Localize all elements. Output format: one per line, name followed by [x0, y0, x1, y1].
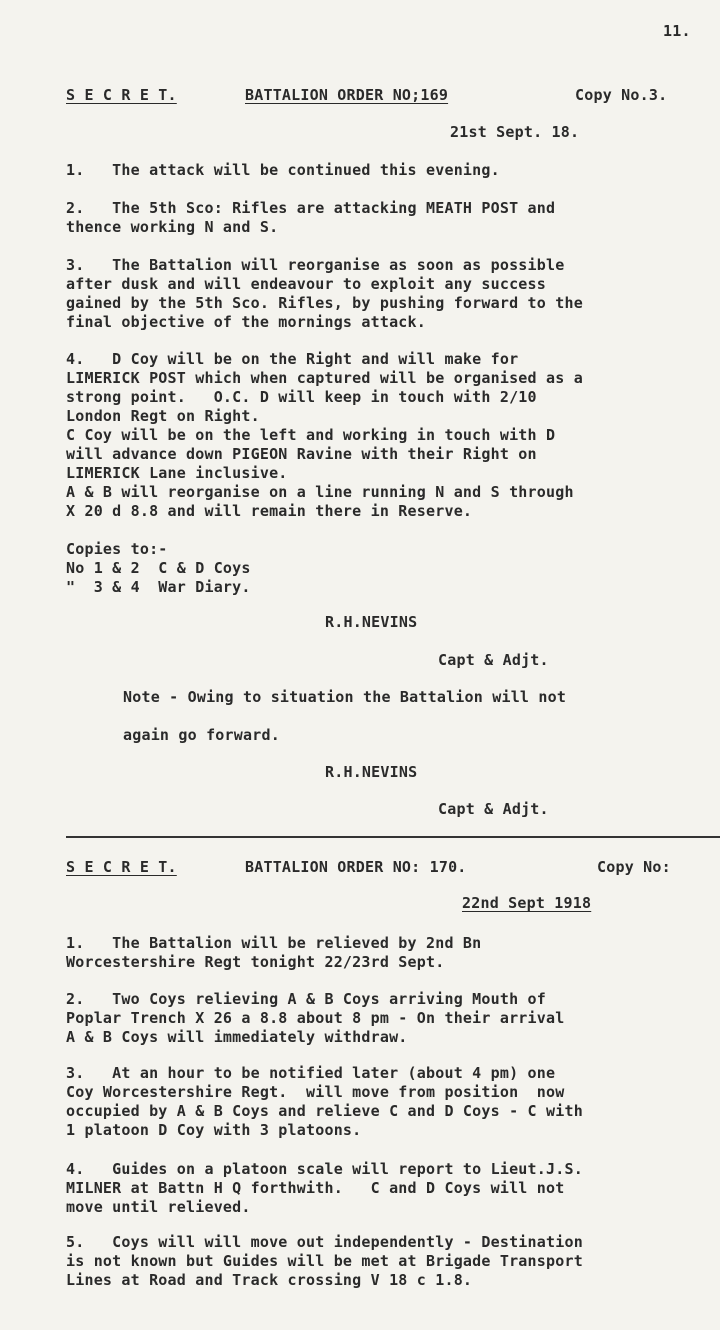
order-169-note-signature-name: R.H.NEVINS: [325, 763, 418, 781]
page-number: 11.: [663, 22, 691, 40]
order-169-paragraph-3: 3. The Battalion will reorganise as soon as possible after dusk and will endeavour to exploit any success gained by the 5th Sco. Rifles, by pushing forward to the final objective of the mornings attack.: [66, 256, 583, 331]
order-169-signature-name: R.H.NEVINS: [325, 613, 418, 631]
order-170-copy: Copy No:: [597, 858, 671, 876]
section-divider: [66, 836, 720, 838]
order-170-paragraph-2: 2. Two Coys relieving A & B Coys arriving Mouth of Poplar Trench X 26 a 8.8 about 8 pm - On their arrival A & B Coys will immediately withdraw.: [66, 990, 565, 1046]
order-170-title: BATTALION ORDER NO: 170.: [245, 858, 467, 876]
order-169-date: 21st Sept. 18.: [450, 123, 580, 141]
order-169-copies: Copies to:- No 1 & 2 C & D Coys " 3 & 4 War Diary.: [66, 540, 251, 596]
order-169-note-line-2: again go forward.: [123, 726, 280, 744]
secret-heading-1: S E C R E T.: [66, 86, 177, 104]
secret-heading-2: S E C R E T.: [66, 858, 177, 876]
order-170-paragraph-5: 5. Coys will will move out independently - Destination is not known but Guides will be met at Brigade Transport Lines at Road and Track crossing V 18 c 1.8.: [66, 1233, 583, 1289]
order-169-note-line-1: Note - Owing to situation the Battalion will not: [123, 688, 567, 706]
order-169-signature-title: Capt & Adjt.: [438, 651, 549, 669]
order-169-title: BATTALION ORDER NO;169: [245, 86, 449, 104]
order-169-paragraph-1: 1. The attack will be continued this evening.: [66, 161, 500, 179]
order-169-paragraph-2: 2. The 5th Sco: Rifles are attacking MEATH POST and thence working N and S.: [66, 199, 556, 236]
order-170-date: 22nd Sept 1918: [462, 894, 592, 912]
order-170-paragraph-4: 4. Guides on a platoon scale will report to Lieut.J.S. MILNER at Battn H Q forthwith. C and D Coys will not move until relieved.: [66, 1160, 583, 1216]
order-170-paragraph-3: 3. At an hour to be notified later (about 4 pm) one Coy Worcestershire Regt. will move from position now occupied by A & B Coys and relieve C and D Coys - C with 1 platoon D Coy with 3 platoons.: [66, 1064, 583, 1139]
order-170-paragraph-1: 1. The Battalion will be relieved by 2nd Bn Worcestershire Regt tonight 22/23rd Sept.: [66, 934, 482, 971]
order-169-copy: Copy No.3.: [575, 86, 668, 104]
order-169-note-signature-title: Capt & Adjt.: [438, 800, 549, 818]
order-169-paragraph-4: 4. D Coy will be on the Right and will make for LIMERICK POST which when captured will be organised as a strong point. O.C. D will keep in touch with 2/10 London Regt on Right. C Coy will be on the left and working in touch with D will advance down PIGEON Ravine with their Right on LIMERICK Lane inclusive. A & B will reorganise on a line running N and S through X 20 d 8.8 and will remain there in Reserve.: [66, 350, 583, 520]
